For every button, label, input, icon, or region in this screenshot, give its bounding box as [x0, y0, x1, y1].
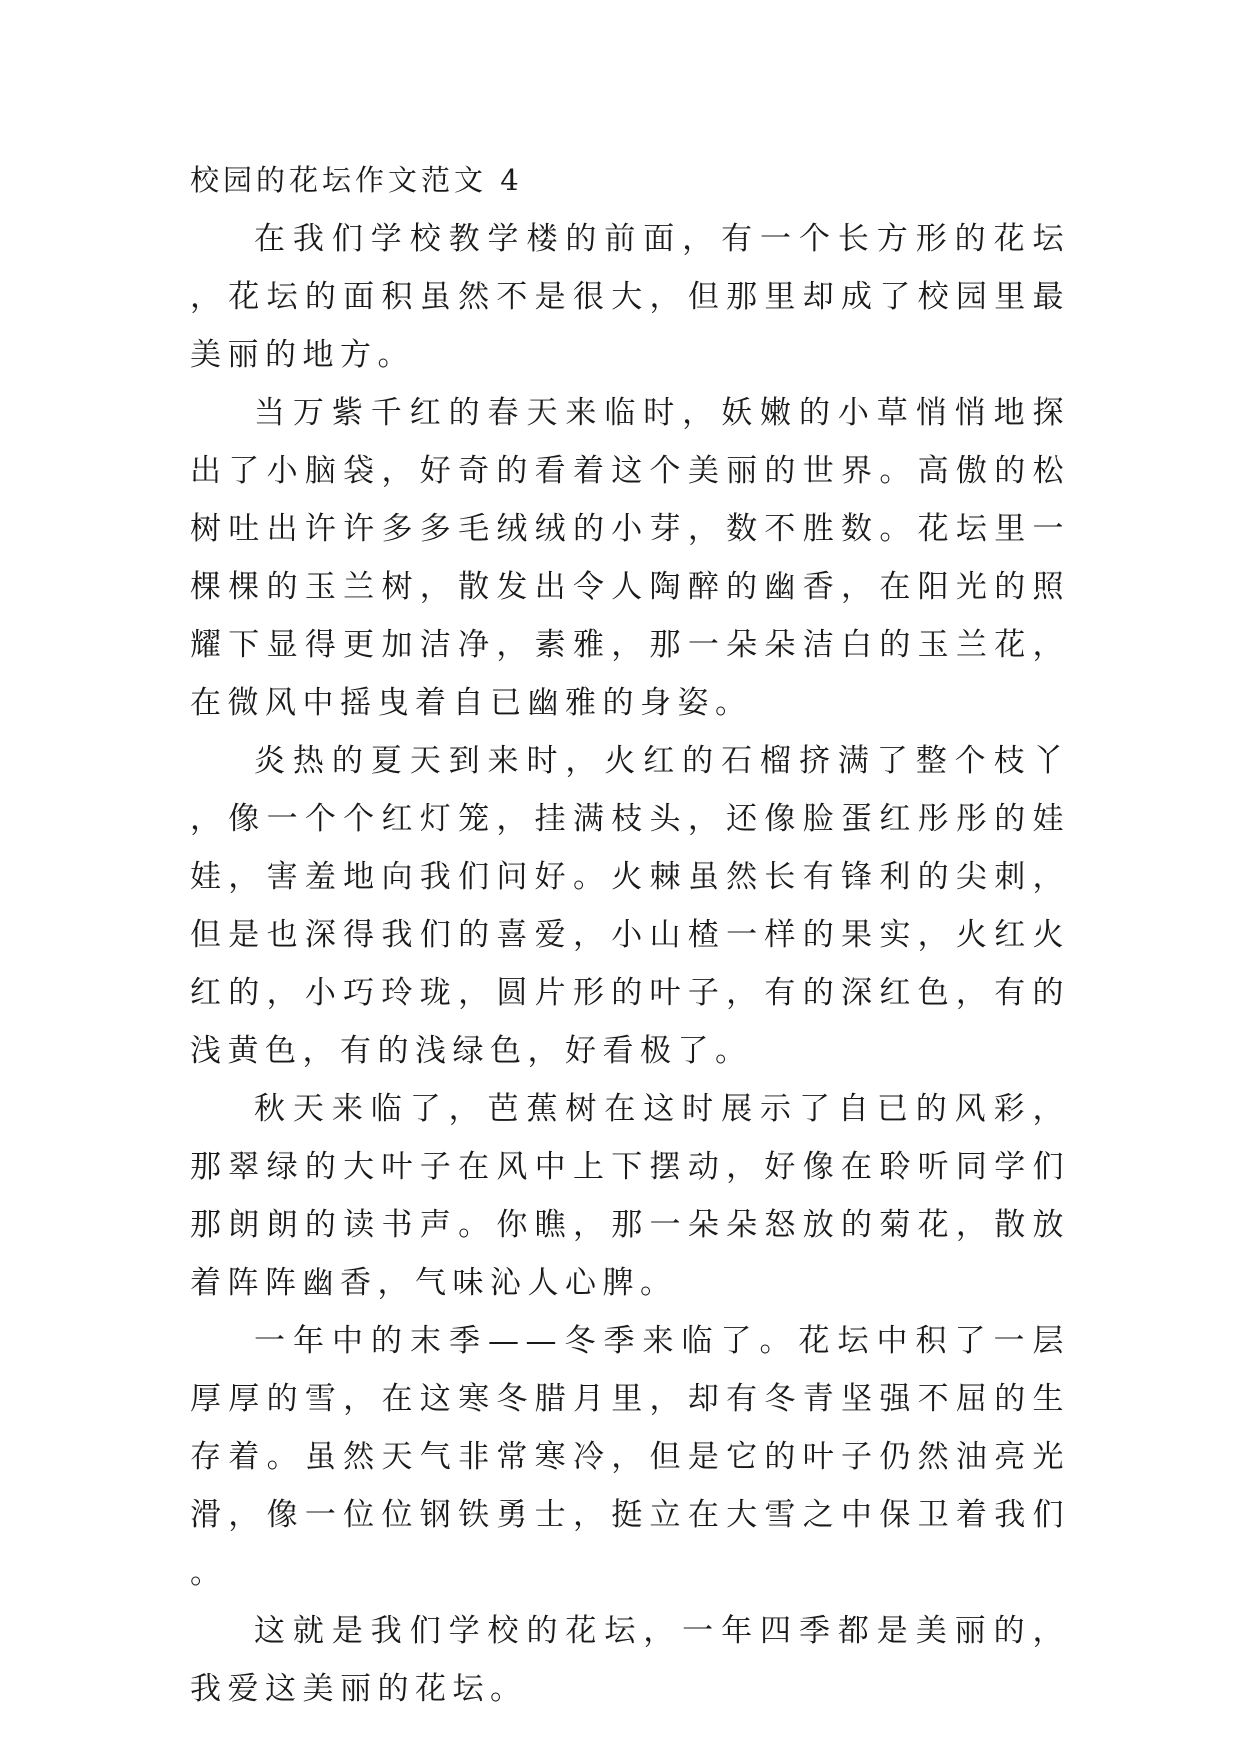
- paragraph-summer: 炎热的夏天到来时，火红的石榴挤满了整个枝丫，像一个个红灯笼，挂满枝头，还像脸蛋红彤彤的娃娃，害羞地向我们问好。火棘虽然长有锋利的尖刺，但是也深得我们的喜爱，小山楂一样的果实，火红火红的，小巧玲珑，圆片形的叶子，有的深红色，有的浅黄色，有的浅绿色，好看极了。: [190, 743, 1070, 1069]
- document-title: 校园的花坛作文范文 4: [190, 163, 523, 197]
- paragraph-autumn: 秋天来临了，芭蕉树在这时展示了自已的风彩，那翠绿的大叶子在风中上下摆动，好像在聆听同学们那朗朗的读书声。你瞧，那一朵朵怒放的菊花，散放着阵阵幽香，气味沁人心脾。: [190, 1091, 1070, 1301]
- paragraph-winter: 一年中的末季——冬季来临了。花坛中积了一层厚厚的雪，在这寒冬腊月里，却有冬青坚强不屈的生存着。虽然天气非常寒冷，但是它的叶子仍然油亮光滑，像一位位钢铁勇士，挺立在大雪之中保卫着我们。: [190, 1323, 1070, 1591]
- document-page: [190, 150, 1070, 1718]
- paragraph-intro: 在我们学校教学楼的前面，有一个长方形的花坛，花坛的面积虽然不是很大，但那里却成了校园里最美丽的地方。: [190, 221, 1070, 373]
- paragraph-conclusion: 这就是我们学校的花坛，一年四季都是美丽的，我爱这美丽的花坛。: [190, 1613, 1070, 1707]
- paragraph-spring: 当万紫千红的春天来临时，妖嫩的小草悄悄地探出了小脑袋，好奇的看着这个美丽的世界。高傲的松树吐出许许多多毛绒绒的小芽，数不胜数。花坛里一棵棵的玉兰树，散发出令人陶醉的幽香，在阳光的照耀下显得更加洁净，素雅，那一朵朵洁白的玉兰花，在微风中摇曳着自已幽雅的身姿。: [190, 395, 1070, 721]
